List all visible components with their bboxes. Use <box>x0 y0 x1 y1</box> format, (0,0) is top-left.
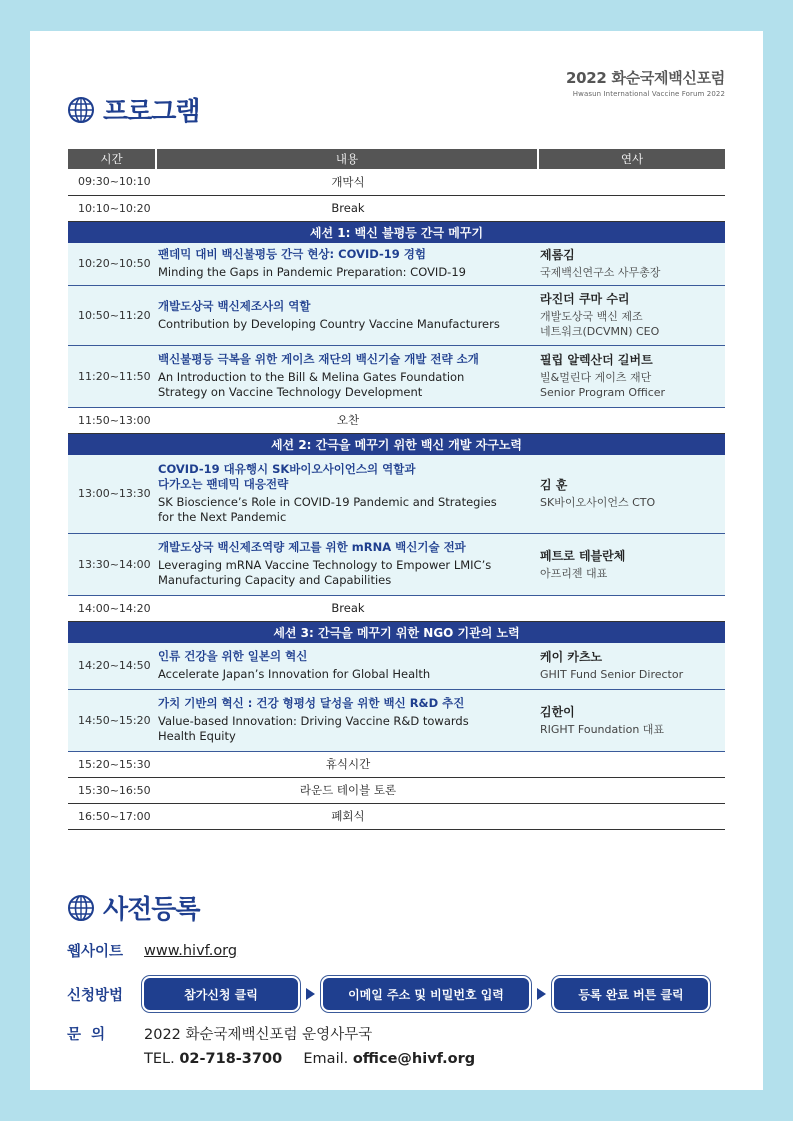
talk-title-kr: 백신불평등 극복을 위한 게이츠 재단의 백신기술 개발 전략 소개 <box>158 352 479 366</box>
table-row <box>68 407 725 433</box>
speaker-name: 필립 알렉산더 길버트 <box>540 353 653 367</box>
triangle-right-icon <box>537 988 546 1000</box>
row-time: 14:50~15:20 <box>68 689 156 751</box>
row-time: 13:30~14:00 <box>68 533 156 595</box>
speaker-affiliation: 국제백신연구소 사무총장 <box>540 266 661 280</box>
brand-title: 2022 화순국제백신포럼 <box>566 69 725 87</box>
talk-title-en: Contribution by Developing Country Vaccine Manufacturers <box>158 316 500 331</box>
step-complete-button[interactable]: 등록 완료 버튼 클릭 <box>554 978 708 1010</box>
table-row <box>68 533 725 595</box>
column-header-content: 내용 <box>156 149 538 169</box>
row-label: 오찬 <box>156 407 538 433</box>
table-row <box>68 643 725 689</box>
method-row <box>67 978 708 1010</box>
table-row <box>68 195 725 221</box>
session-title: 세션 3: 간극을 메꾸기 위한 NGO 기관의 노력 <box>68 621 725 643</box>
talk-title-kr: 개발도상국 백신제조사의 역할 <box>158 298 311 313</box>
row-time: 11:50~13:00 <box>68 407 156 433</box>
table-row <box>68 803 725 829</box>
contact-row <box>67 1023 475 1067</box>
talk-title-en: Value-based Innovation: Driving Vaccine R&D towards Health Equity <box>158 714 469 743</box>
session-title: 세션 2: 간극을 메꾸기 위한 백신 개발 자구노력 <box>68 433 725 455</box>
table-row <box>68 285 725 345</box>
row-label: 라운드 테이블 토론 <box>156 777 538 803</box>
row-time: 10:20~10:50 <box>68 243 156 285</box>
speaker-name: 제롬김 <box>540 248 575 263</box>
speaker-name: 페트로 테블란체 <box>540 548 626 563</box>
step-email-button[interactable]: 이메일 주소 및 비밀번호 입력 <box>323 978 529 1010</box>
program-table <box>68 149 725 830</box>
session-row <box>68 221 725 243</box>
triangle-right-icon <box>306 988 315 1000</box>
row-time: 13:00~13:30 <box>68 455 156 533</box>
row-time: 10:50~11:20 <box>68 285 156 345</box>
brand-subtitle: Hwasun International Vaccine Forum 2022 <box>572 90 725 98</box>
row-label: Break <box>156 195 538 221</box>
session-row <box>68 433 725 455</box>
email-address[interactable]: office@hivf.org <box>352 1051 476 1067</box>
talk-title-kr: 팬데믹 대비 백신불평등 간극 현상: COVID-19 경험 <box>158 247 426 262</box>
registration-heading <box>67 889 199 926</box>
speaker-name: 케이 카츠노 <box>540 650 603 665</box>
row-time: 14:20~14:50 <box>68 643 156 689</box>
table-row <box>68 169 725 195</box>
row-time: 15:30~16:50 <box>68 777 156 803</box>
talk-title-kr: 개발도상국 백신제조역량 제고를 위한 mRNA 백신기술 전파 <box>158 540 466 554</box>
row-time: 10:10~10:20 <box>68 195 156 221</box>
speaker-name: 라진더 쿠마 수리 <box>540 292 630 306</box>
contact-label: 문 의 <box>67 1027 106 1043</box>
speaker-affiliation: SK바이오사이언스 CTO <box>540 496 656 510</box>
row-label: 휴식시간 <box>156 751 538 777</box>
speaker-affiliation: 아프리젠 대표 <box>540 566 608 580</box>
tel-number: 02-718-3700 <box>179 1051 283 1067</box>
speaker-affiliation: 빌&멀린다 게이츠 재단 Senior Program Officer <box>540 371 666 399</box>
forum-brand <box>566 67 725 98</box>
row-time: 09:30~10:10 <box>68 169 156 195</box>
program-title: 프로그램 <box>103 97 200 127</box>
website-label: 웹사이트 <box>67 944 124 960</box>
contact-details <box>144 1023 475 1067</box>
globe-icon <box>67 96 95 124</box>
globe-icon <box>67 894 95 922</box>
website-row <box>67 940 237 961</box>
contact-org: 2022 화순국제백신포럼 운영사무국 <box>144 1027 373 1043</box>
session-title: 세션 1: 백신 불평등 간극 메꾸기 <box>68 221 725 243</box>
step-apply-button[interactable]: 참가신청 클릭 <box>144 978 298 1010</box>
row-label: Break <box>156 595 538 621</box>
row-time: 14:00~14:20 <box>68 595 156 621</box>
page <box>30 31 763 1090</box>
speaker-affiliation: GHIT Fund Senior Director <box>540 668 684 682</box>
talk-title-en: Accelerate Japan’s Innovation for Global Health <box>158 667 431 682</box>
contact-phone-email <box>144 1051 475 1067</box>
speaker-affiliation: 개발도상국 백신 제조 네트워크(DCVMN) CEO <box>540 310 660 338</box>
table-row <box>68 777 725 803</box>
session-row <box>68 621 725 643</box>
speaker-affiliation: RIGHT Foundation 대표 <box>540 722 665 736</box>
row-label: 개막식 <box>156 169 538 195</box>
row-time: 15:20~15:30 <box>68 751 156 777</box>
talk-title-en: Minding the Gaps in Pandemic Preparation: COVID-19 <box>158 265 466 280</box>
talk-title-kr: 인류 건강을 위한 일본의 혁신 <box>158 649 308 664</box>
row-label: 폐회식 <box>156 803 538 829</box>
program-heading <box>67 91 199 128</box>
table-header-row <box>68 149 725 169</box>
table-row <box>68 455 725 533</box>
column-header-speaker: 연사 <box>538 149 725 169</box>
table-row <box>68 243 725 285</box>
table-row <box>68 689 725 751</box>
talk-title-en: Leveraging mRNA Vaccine Technology to Empower LMIC’s Manufacturing Capacity and Capabilities <box>158 558 492 587</box>
email-label: Email. <box>303 1051 349 1067</box>
table-row <box>68 751 725 777</box>
talk-title-kr: COVID-19 대유행시 SK바이오사이언스의 역할과 다가오는 팬데믹 대응전략 <box>158 462 416 492</box>
tel-label: TEL. <box>144 1051 175 1067</box>
table-row <box>68 595 725 621</box>
speaker-name: 김 훈 <box>540 478 568 493</box>
registration-title: 사전등록 <box>103 895 200 925</box>
row-time: 11:20~11:50 <box>68 345 156 407</box>
website-link[interactable]: www.hivf.org <box>144 942 238 959</box>
column-header-time: 시간 <box>68 149 156 169</box>
table-row <box>68 345 725 407</box>
talk-title-kr: 가치 기반의 혁신 : 건강 형평성 달성을 위한 백신 R&D 추진 <box>158 696 465 710</box>
method-label: 신청방법 <box>67 987 124 1004</box>
speaker-name: 김한이 <box>540 704 575 719</box>
row-time: 16:50~17:00 <box>68 803 156 829</box>
talk-title-en: An Introduction to the Bill & Melina Gates Foundation Strategy on Vaccine Technology Development <box>158 370 465 399</box>
talk-title-en: SK Bioscience’s Role in COVID-19 Pandemic and Strategies for the Next Pandemic <box>158 495 497 525</box>
